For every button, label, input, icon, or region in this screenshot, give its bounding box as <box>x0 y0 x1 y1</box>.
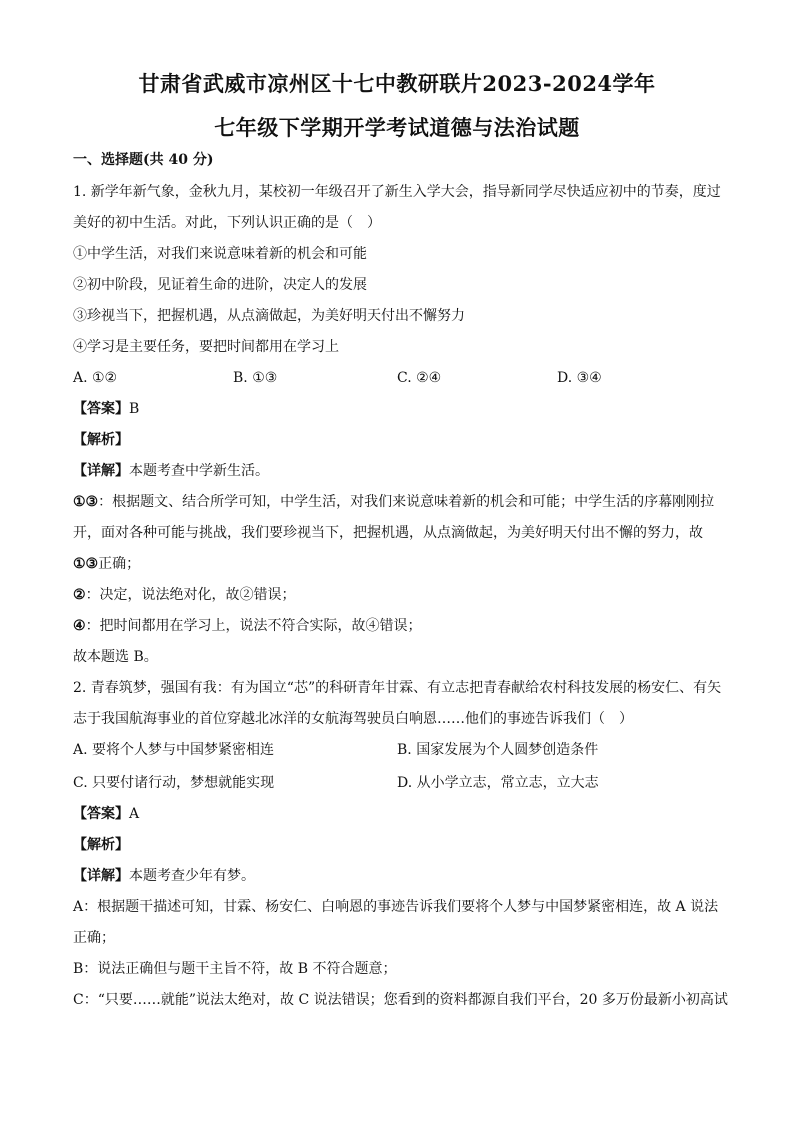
q1-explanation-1 <box>73 492 723 512</box>
q2-explanation-b: B：说法正确但与题干主旨不符，故 B 不符合题意； <box>73 961 397 977</box>
q2-explanation-c: C：“只要……就能”说法太绝对，故 C 说法错误；您看到的资料都源自我们平台，20 多万份最新小初高试 <box>73 992 728 1008</box>
q1-explanation-2 <box>73 585 723 605</box>
q1-statement-4: ④学习是主要任务，要把时间都用在学习上 <box>73 339 339 355</box>
q1-conclusion: 故本题选 B。 <box>73 649 158 665</box>
explanation-text: ：把时间都用在学习上，说法不符合实际，故④错误； <box>85 618 422 634</box>
marker-label: ①③ <box>73 556 99 572</box>
q2-option-b: B. 国家发展为个人圆梦创造条件 <box>397 742 599 758</box>
q1-stem-line-2: 美好的初中生活。对此，下列认识正确的是（ ） <box>73 215 381 231</box>
q1-option-a: A. ①② <box>73 370 118 386</box>
answer-value: A <box>129 806 140 822</box>
marker-label: ①③ <box>73 494 99 510</box>
marker-label: ② <box>73 587 86 603</box>
q2-option-c: C. 只要付诸行动，梦想就能实现 <box>73 775 275 791</box>
answer-label: 【答案】 <box>73 401 129 417</box>
document-title-line-1: 甘肃省武威市凉州区十七中教研联片2023-2024学年 <box>138 71 656 96</box>
document-title-line-2: 七年级下学期开学考试道德与法治试题 <box>214 115 580 140</box>
q2-answer <box>73 804 723 824</box>
q2-stem-line-1: 2. 青春筑梦，强国有我：有为国立“芯”的科研青年甘霖、有立志把青春献给农村科技发展的杨安仁、有矢 <box>73 680 722 696</box>
q1-statement-3: ③珍视当下，把握机遇，从点滴做起，为美好明天付出不懈努力 <box>73 308 465 324</box>
q1-answer <box>73 399 723 419</box>
explanation-text: ：根据题文、结合所学可知，中学生活，对我们来说意味着新的机会和可能；中学生活的序幕刚刚拉 <box>98 494 715 510</box>
detail-label: 【详解】 <box>73 868 129 884</box>
q1-statement-2: ②初中阶段，见证着生命的进阶，决定人的发展 <box>73 277 367 293</box>
q1-option-b: B. ①③ <box>233 370 278 386</box>
q1-option-c: C. ②④ <box>397 370 442 386</box>
q1-option-d: D. ③④ <box>557 370 602 386</box>
detail-label: 【详解】 <box>73 463 129 479</box>
q2-detail <box>73 866 723 886</box>
detail-text: 本题考查中学新生活。 <box>129 463 269 479</box>
q2-explanation-a: A：根据题干描述可知，甘霖、杨安仁、白响恩的事迹告诉我们要将个人梦与中国梦紧密相连，故 A 说法 <box>73 899 719 915</box>
q1-explanation-3 <box>73 616 723 636</box>
q2-analysis-label: 【解析】 <box>73 837 129 853</box>
q1-explanation-1-cont: 开，面对各种可能与挑战，我们要珍视当下，把握机遇，从点滴做起，为美好明天付出不懈的努力，故 <box>73 525 703 541</box>
section-heading: 一、选择题(共 40 分) <box>73 152 214 168</box>
q1-explanation-1-end <box>73 554 723 574</box>
detail-text: 本题考查少年有梦。 <box>129 868 255 884</box>
q2-stem-line-2: 志于我国航海事业的首位穿越北冰洋的女航海驾驶员白响恩……他们的事迹告诉我们（ ） <box>73 711 633 727</box>
q1-detail <box>73 461 723 481</box>
q1-stem-line-1: 1. 新学年新气象，金秋九月，某校初一年级召开了新生入学大会，指导新同学尽快适应初中的节奏，度过 <box>73 184 721 200</box>
answer-value: B <box>129 401 140 417</box>
answer-label: 【答案】 <box>73 806 129 822</box>
marker-label: ④ <box>73 618 86 634</box>
explanation-text: ：决定，说法绝对化，故②错误； <box>85 587 296 603</box>
explanation-text: 正确； <box>98 556 141 572</box>
q1-statement-1: ①中学生活，对我们来说意味着新的机会和可能 <box>73 246 367 262</box>
q1-analysis-label: 【解析】 <box>73 432 129 448</box>
q2-option-a: A. 要将个人梦与中国梦紧密相连 <box>73 742 275 758</box>
q2-explanation-a-cont: 正确； <box>73 930 115 946</box>
q2-option-d: D. 从小学立志，常立志，立大志 <box>397 775 599 791</box>
